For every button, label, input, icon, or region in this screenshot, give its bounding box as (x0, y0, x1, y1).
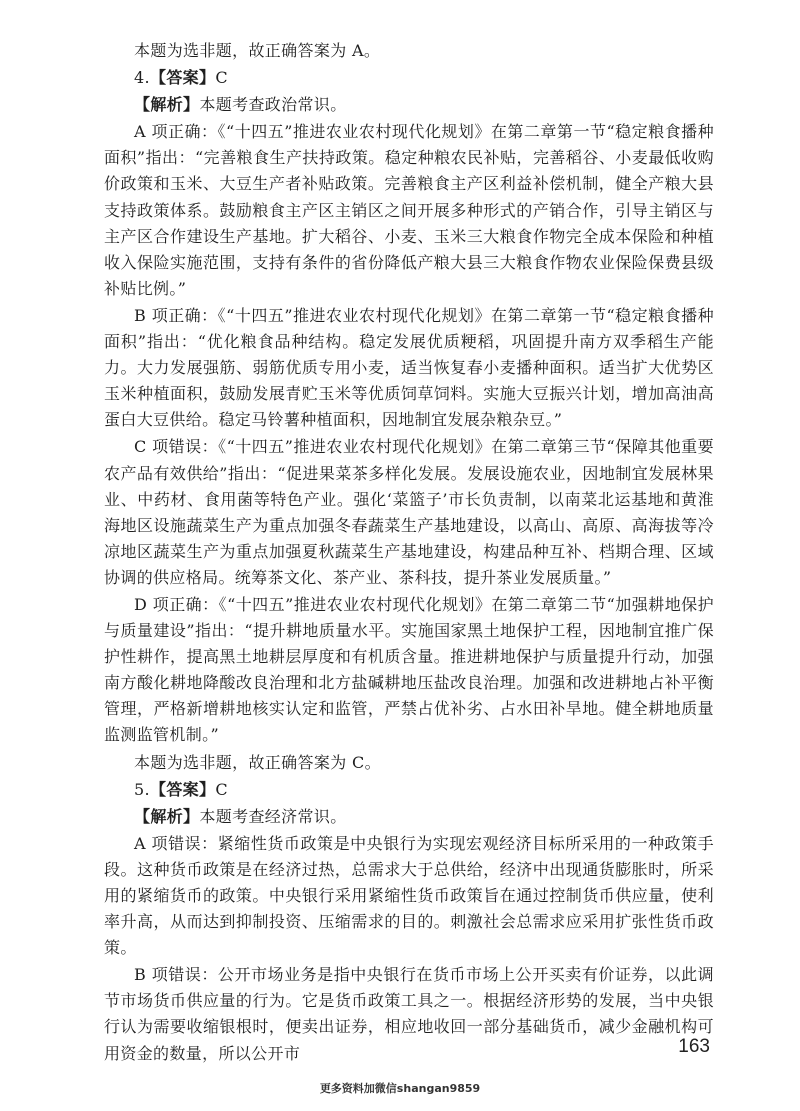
page-number: 163 (678, 1036, 710, 1057)
paragraph: 本题为选非题，故正确答案为 C。 (134, 752, 381, 772)
footer-note: 更多资料加微信shangan9859 (319, 1082, 481, 1095)
answer-line (104, 777, 714, 803)
analysis-text: 本题考查政治常识。 (199, 95, 347, 115)
analysis-line (104, 804, 714, 830)
analysis-tag: 【解析】 (134, 95, 200, 115)
question-number: 4. (134, 68, 150, 88)
answer-line (104, 65, 714, 91)
paragraph: 本题为选非题，故正确答案为 A。 (134, 41, 381, 60)
analysis-line (104, 92, 714, 118)
analysis-tag: 【解析】 (134, 806, 200, 826)
answer-tag: 【答案】 (149, 779, 216, 799)
page-content (104, 38, 714, 1068)
answer-value: C (215, 779, 228, 799)
answer-tag: 【答案】 (149, 68, 216, 88)
paragraph: B 项错误：公开市场业务是指中央银行在货币市场上公开买卖有价证券，以此调节市场货币供应量的行为。它是货币政策工具之一。根据经济形势的发展，当中央银行认为需要收缩银根时，便卖出证券，相应地收回一部分基础货币，减少金融机构可用资金的数量，所以公开市 (104, 965, 714, 1063)
question-number: 5. (134, 779, 150, 799)
paragraph: D 项正确：《“十四五”推进农业农村现代化规划》在第二章第二节“加强耕地保护与质量建设”指出：“提升耕地质量水平。实施国家黑土地保护工程，因地制宜推广保护性耕作，提高黑土地耕层厚度和有机质含量。推进耕地保护与质量提升行动，加强南方酸化耕地降酸改良治理和北方盐碱耕地压盐改良治理。加强和改进耕地占补平衡管理，严格新增耕地核实认定和监管，严禁占优补劣、占水田补旱地。健全耕地质量监测监管机制。” (104, 594, 714, 745)
analysis-text: 本题考查经济常识。 (199, 806, 347, 826)
paragraph: A 项正确：《“十四五”推进农业农村现代化规划》在第二章第一节“稳定粮食播种面积”指出：“完善粮食生产扶持政策。稳定种粮农民补贴，完善稻谷、小麦最低收购价政策和玉米、大豆生产者补贴政策。完善粮食主产区利益补偿机制，健全产粮大县支持政策体系。鼓励粮食主产区主销区之间开展多种形式的产销合作，引导主销区与主产区合作建设生产基地。扩大稻谷、小麦、玉米三大粮食作物完全成本保险和种植收入保险实施范围，支持有条件的省份降低产粮大县三大粮食作物农业保险保费县级补贴比例。” (104, 122, 714, 298)
paragraph: C 项错误：《“十四五”推进农业农村现代化规划》在第二章第三节“保障其他重要农产品有效供给”指出：“促进果菜茶多样化发展。发展设施农业，因地制宜发展林果业、中药材、食用菌等特色产业。强化‘菜篮子’市长负责制，以南菜北运基地和黄淮海地区设施蔬菜生产为重点加强冬春蔬菜生产基地建设，以高山、高原、高海拔等冷凉地区蔬菜生产为重点加强夏秋蔬菜生产基地建设，构建品种互补、档期合理、区域协调的供应格局。统筹茶文化、茶产业、茶科技，提升茶业发展质量。” (104, 437, 714, 587)
paragraph: B 项正确：《“十四五”推进农业农村现代化规划》在第二章第一节“稳定粮食播种面积”指出：“优化粮食品种结构。稳定发展优质粳稻，巩固提升南方双季稻生产能力。大力发展强筋、弱筋优质专用小麦，适当恢复春小麦播种面积。适当扩大优势区玉米种植面积，鼓励发展青贮玉米等优质饲草饲料。实施大豆振兴计划，增加高油高蛋白大豆供给。稳定马铃薯种植面积，因地制宜发展杂粮杂豆。” (104, 305, 714, 430)
paragraph: A 项错误：紧缩性货币政策是中央银行为实现宏观经济目标所采用的一种政策手段。这种货币政策是在经济过热，总需求大于总供给，经济中出现通货膨胀时，所采用的紧缩货币的政策。中央银行采用紧缩性货币政策旨在通过控制货币供应量，使利率升高，从而达到抑制投资、压缩需求的目的。刺激社会总需求应采用扩张性货币政策。 (104, 833, 714, 958)
answer-value: C (215, 68, 228, 88)
